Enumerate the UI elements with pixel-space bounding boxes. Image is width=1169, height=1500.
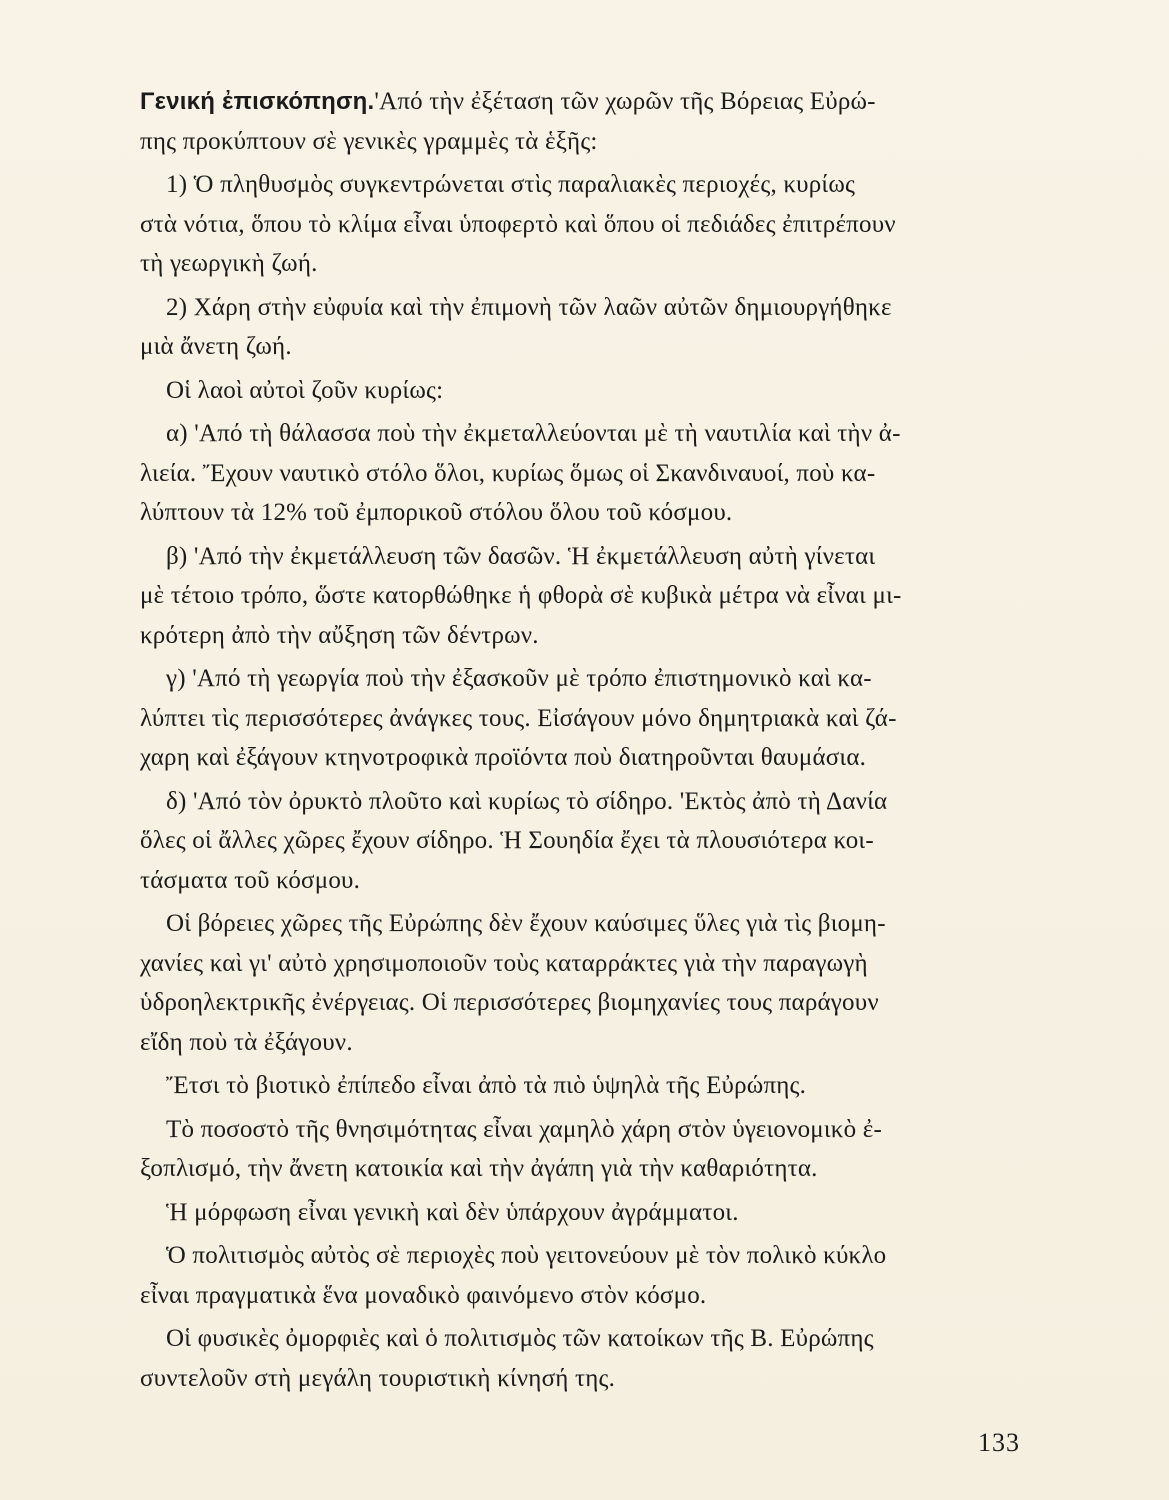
text-line: Ἡ μόρφωση εἶναι γενικὴ καὶ δὲν ὑπάρχουν ἀγράμματοι. — [166, 1198, 739, 1226]
page-number: 133 — [978, 1428, 1020, 1457]
text-line: β) 'Από τὴν ἐκμετάλλευση τῶν δασῶν. Ἡ ἐκμετάλλευση αὐτὴ γίνεται — [166, 542, 876, 570]
text-line: συντελοῦν στὴ μεγάλη τουριστικὴ κίνησή της. — [140, 1364, 616, 1392]
text-line: Ὁ πολιτισμὸς αὐτὸς σὲ περιοχὲς ποὺ γειτονεύουν μὲ τὸν πολικὸ κύκλο — [166, 1242, 887, 1269]
text-line: κρότερη ἀπὸ τὴν αὔξηση τῶν δέντρων. — [140, 621, 539, 649]
body-text — [140, 82, 1038, 1398]
text-line: λιεία. Ἔχουν ναυτικὸ στόλο ὅλοι, κυρίως ὅμως οἱ Σκανδιναυοί, ποὺ κα- — [140, 459, 876, 487]
text-line: χαρη καὶ ἐξάγουν κτηνοτροφικὰ προϊόντα ποὺ διατηροῦνται θαυμάσια. — [140, 744, 867, 771]
text-line: γ) 'Από τὴ γεωργία ποὺ τὴν ἐξασκοῦν μὲ τρόπο ἐπιστημονικὸ καὶ κα- — [166, 665, 872, 692]
text-line: ὑδροηλεκτρικῆς ἐνέργειας. Οἱ περισσότερες βιομηχανίες τους παράγουν — [140, 989, 879, 1016]
text-line: Τὸ ποσοστὸ τῆς θνησιμότητας εἶναι χαμηλὸ χάρη στὸν ὑγειονομικὸ ἐ- — [166, 1115, 882, 1143]
text-line: εἴδη ποὺ τὰ ἐξάγουν. — [140, 1028, 353, 1056]
text-line: 1) Ὁ πληθυσμὸς συγκεντρώνεται στὶς παραλιακὲς περιοχές, κυρίως — [166, 171, 856, 198]
text-line: Οἱ φυσικὲς ὀμορφιὲς καὶ ὁ πολιτισμὸς τῶν κατοίκων τῆς Β. Εὐρώπης — [166, 1325, 874, 1352]
text-line: τὴ γεωργικὴ ζωή. — [140, 250, 318, 277]
text-line: Οἱ λαοὶ αὐτοὶ ζοῦν κυρίως: — [166, 376, 444, 404]
text-line: Ἔτσι τὸ βιοτικὸ ἐπίπεδο εἶναι ἀπὸ τὰ πιὸ ὑψηλὰ τῆς Εὐρώπης. — [166, 1072, 807, 1099]
text-line: στὰ νότια, ὅπου τὸ κλίμα εἶναι ὑποφερτὸ καὶ ὅπου οἱ πεδιάδες ἐπιτρέπουν — [140, 210, 896, 238]
text-line: ὅλες οἱ ἄλλες χῶρες ἔχουν σίδηρο. Ἡ Σουηδία ἔχει τὰ πλουσιότερα κοι- — [140, 827, 874, 854]
text-line: εἶναι πραγματικὰ ἕνα μοναδικὸ φαινόμενο στὸν κόσμο. — [140, 1281, 707, 1309]
text-line: τάσματα τοῦ κόσμου. — [140, 866, 361, 894]
text-line: μιὰ ἄνετη ζωή. — [140, 333, 292, 360]
text-line: μὲ τέτοιο τρόπο, ὥστε κατορθώθηκε ἡ φθορὰ σὲ κυβικὰ μέτρα νὰ εἶναι μι- — [140, 582, 902, 609]
text-line: 2) Χάρη στὴν εὐφυία καὶ τὴν ἐπιμονὴ τῶν λαῶν αὐτῶν δημιουργήθηκε — [166, 293, 892, 321]
text-line: λύπτουν τὰ 12% τοῦ ἐμπορικοῦ στόλου ὅλου τοῦ κόσμου. — [140, 499, 733, 526]
text-line: α) 'Από τὴ θάλασσα ποὺ τὴν ἐκμεταλλεύονται μὲ τὴ ναυτιλία καὶ τὴν ἀ- — [166, 420, 901, 447]
text-line: πης προκύπτουν σὲ γενικὲς γραμμὲς τὰ ἑξῆς: — [140, 127, 598, 155]
text-line: χανίες καὶ γι' αὐτὸ χρησιμοποιοῦν τοὺς καταρράκτες γιὰ τὴν παραγωγὴ — [140, 949, 868, 977]
text-line: δ) 'Από τὸν ὀρυκτὸ πλοῦτο καὶ κυρίως τὸ σίδηρο. 'Εκτὸς ἀπὸ τὴ Δανία — [166, 787, 888, 815]
text-line: ξοπλισμό, τὴν ἄνετη κατοικία καὶ τὴν ἀγάπη γιὰ τὴν καθαριότητα. — [140, 1155, 818, 1182]
text-line: Γενική ἐπισκόπηση.'Από τὴν ἐξέταση τῶν χωρῶν τῆς Βόρειας Εὐρώ- — [140, 88, 876, 115]
text-line: λύπτει τὶς περισσότερες ἀνάγκες τους. Εἰσάγουν μόνο δημητριακὰ καὶ ζά- — [140, 704, 897, 732]
section-heading: Γενική ἐπισκόπηση. — [140, 88, 375, 115]
text-line: Οἱ βόρειες χῶρες τῆς Εὐρώπης δὲν ἔχουν καύσιμες ὕλες γιὰ τὶς βιομη- — [166, 910, 886, 937]
